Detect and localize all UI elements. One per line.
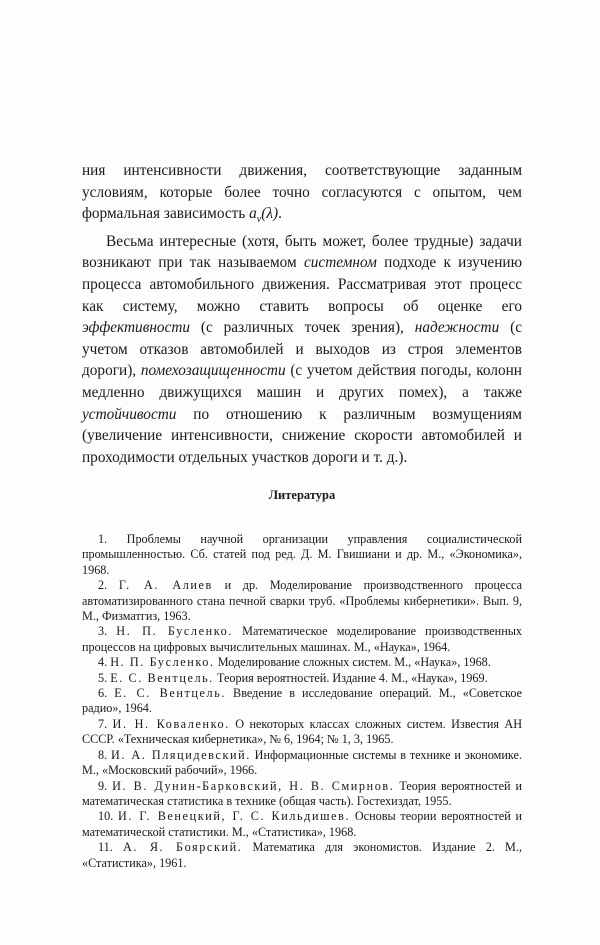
para2-text-6: по отношению к различным возмущениям (увеличение интенсивности, снижение скорости автомобилей и проходимости отдельных участков дороги и т. д.). xyxy=(82,405,522,466)
term-systemic: системном xyxy=(303,254,377,272)
ref-number: 4. xyxy=(98,655,108,670)
para1-text: ния интенсивности движения, соответствующие заданным условиям, которые более точно согласуются с опытом, чем формальная зависимость xyxy=(82,162,522,223)
reference-item xyxy=(82,624,522,655)
paragraph-continuation xyxy=(82,160,522,231)
ref-author: И. А. Пляцидевский. xyxy=(110,747,251,762)
ref-text: Математика для экономистов. Издание 2. М., «Статистика», 1961. xyxy=(82,840,522,870)
ref-author: Н. П. Бусленко. xyxy=(116,624,233,639)
ref-text: О некоторых классах сложных систем. Известия АН СССР. «Техническая кибернетика», № 6, 1964; № 1, 3, 1965. xyxy=(82,716,522,747)
ref-number: 5. xyxy=(98,670,108,685)
ref-text: Математическое моделирование производственных процессов на цифровых вычислительных машинах. М., «Наука», 1964. xyxy=(82,624,523,654)
ref-number: 7. xyxy=(98,716,108,731)
ref-number: 11. xyxy=(98,840,113,855)
term-stability: устойчивости xyxy=(82,405,177,423)
ref-author: И. Г. Венецкий, Г. С. Кильдишев. xyxy=(118,809,351,824)
ref-author: Н. П. Бусленко. xyxy=(110,655,215,670)
para2-text-4: (с учетом отказов автомобилей и выходов из строя элементов дороги), xyxy=(82,319,522,380)
reference-item xyxy=(82,717,522,748)
reference-item xyxy=(82,748,522,779)
ref-author: Е. С. Вентцель. xyxy=(114,686,226,701)
references-list xyxy=(82,532,522,871)
ref-text: Проблемы научной организации управления социалистической промышленностью. Сб. статей под ред. Д. М. Гвишиани и др. М., «Экономика», 1968. xyxy=(82,532,523,577)
para2-text-5: (с учетом действия погоды, колонн медленно движущихся машин и других помех), а также xyxy=(82,362,522,401)
ref-text: Теория вероятностей и математическая статистика в технике (общая часть). Гостехиздат, 1955. xyxy=(82,778,522,808)
formula-subscript: v xyxy=(256,214,262,226)
ref-number: 6. xyxy=(98,686,108,701)
ref-text: и др. Моделирование производственного процесса автоматизированного стана печной сварки труб. «Проблемы кибернетики». Вып. 9, М., Физматгиз, 1963. xyxy=(82,578,522,624)
ref-number: 3. xyxy=(98,624,108,639)
ref-text: Основы теории вероятностей и математической статистики. М., «Статистика», 1968. xyxy=(82,809,522,839)
ref-number: 10. xyxy=(98,809,114,824)
ref-author: А. Я. Боярский. xyxy=(122,840,243,855)
term-noise-immunity: помехозащищенности xyxy=(140,362,286,380)
reference-item xyxy=(82,809,522,840)
paragraph-systems-approach xyxy=(82,231,522,469)
formula xyxy=(249,205,279,226)
ref-text: Информационные системы в технике и экономике. М., «Московский рабочий», 1966. xyxy=(82,747,522,778)
term-efficiency: эффективности xyxy=(82,319,191,337)
ref-number: 2. xyxy=(98,578,108,593)
reference-item xyxy=(82,655,522,670)
term-reliability: надежности xyxy=(414,319,500,337)
ref-number: 1. xyxy=(98,532,108,546)
page-content xyxy=(82,160,523,870)
reference-item xyxy=(82,671,522,686)
ref-number: 8. xyxy=(98,747,108,762)
reference-item xyxy=(82,840,522,871)
ref-text: Введение в исследование операций. М., «Советское радио», 1964. xyxy=(82,686,522,716)
para2-text-3: (с различных точек зрения), xyxy=(190,319,415,337)
ref-text: Теория вероятностей. Издание 4. М., «Наука», 1969. xyxy=(213,670,488,685)
ref-text: Моделирование сложных систем. М., «Наука», 1968. xyxy=(214,655,491,670)
para1-end: . xyxy=(278,205,282,223)
reference-item xyxy=(82,532,522,578)
para2-text-1: Весьма интересные (хотя, быть может, более трудные) задачи возникают при так называемом xyxy=(82,232,522,272)
formula-argument: (λ) xyxy=(261,205,279,223)
ref-author: Г. А. Алиев xyxy=(118,578,213,593)
ref-author: И. Н. Коваленко. xyxy=(112,716,230,731)
ref-author: Е. С. Вентцель. xyxy=(110,670,214,685)
reference-item xyxy=(82,779,522,810)
reference-item xyxy=(82,686,522,717)
ref-author: И. В. Дунин-Барковский, Н. В. Смирнов. xyxy=(112,778,395,793)
para2-text-2: подходе к изучению процесса автомобильного движения. Рассматривая этот процесс как систему, можно ставить вопросы об оценке его xyxy=(82,254,522,315)
references-heading: Литература xyxy=(268,488,336,502)
ref-number: 9. xyxy=(98,778,108,793)
reference-item xyxy=(82,578,522,624)
formula-symbol: a xyxy=(249,205,257,223)
